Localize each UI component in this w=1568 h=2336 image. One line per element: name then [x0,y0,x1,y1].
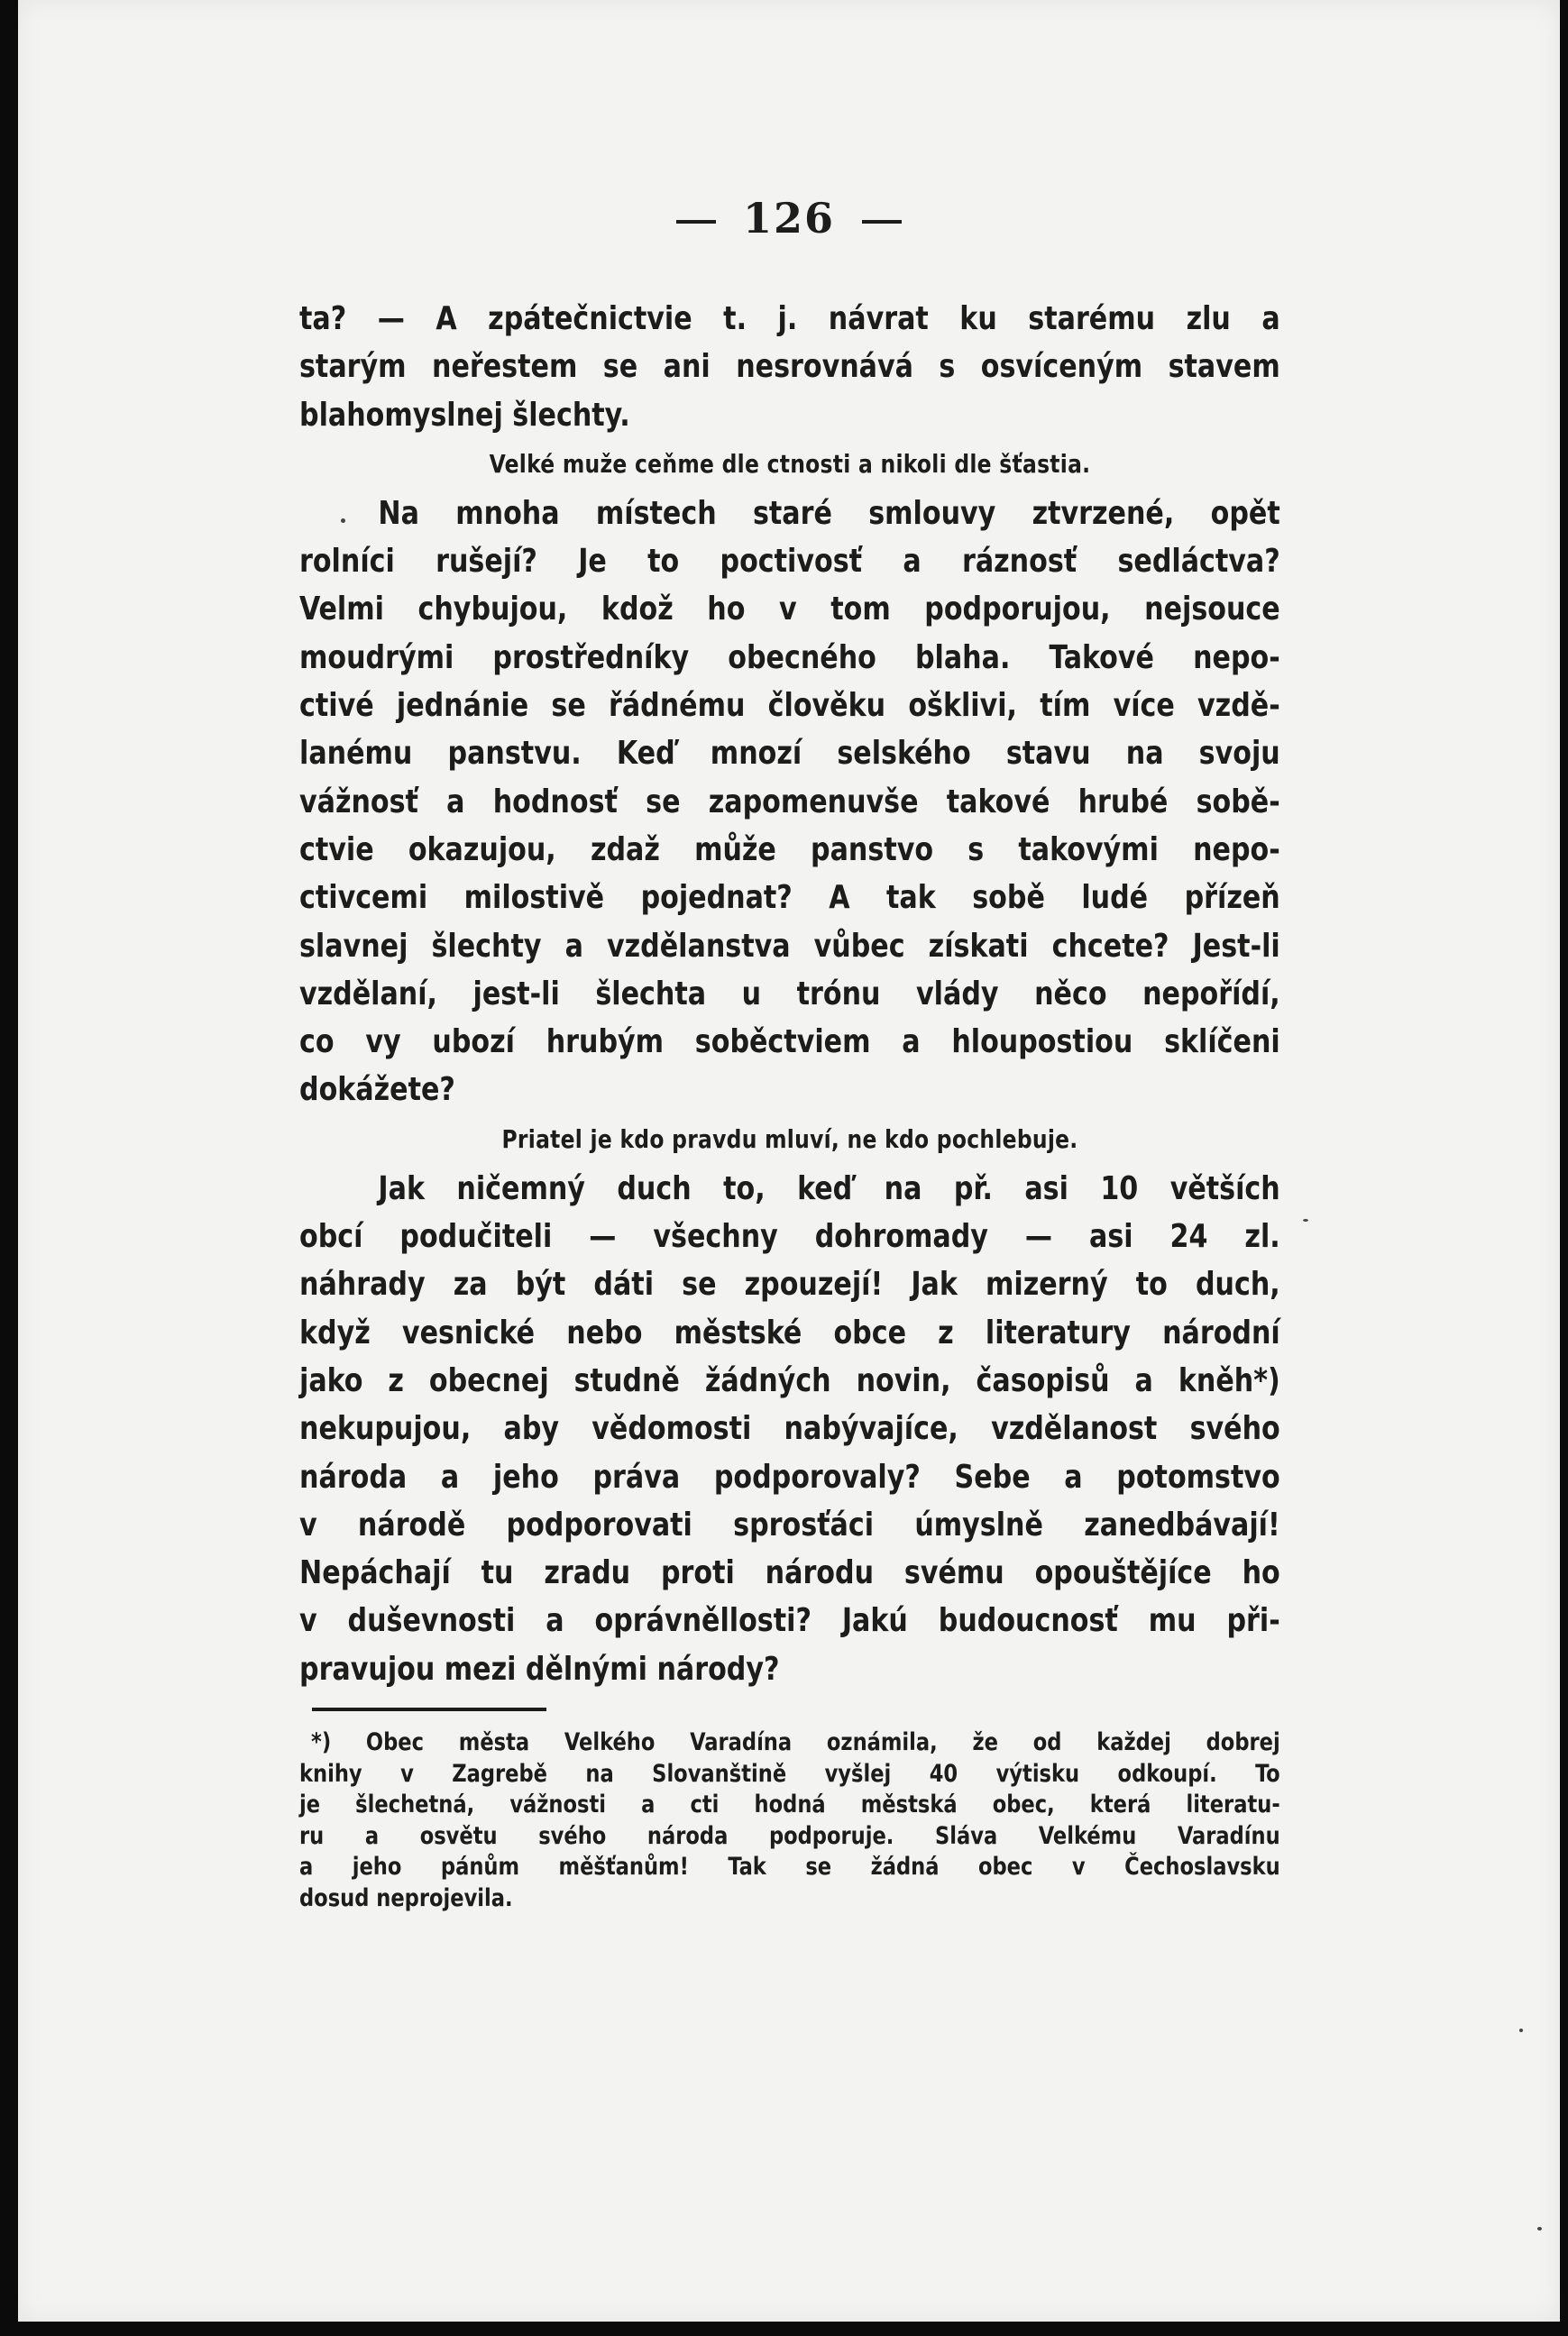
text-line: Nepáchají tu zradu proti národu svému opouštějíce ho [299,1554,1280,1592]
page-number: 126 [742,194,836,243]
text-line: ctvie okazujou, zdaž může panstvo s takovými nepo- [299,830,1280,868]
footnote-rule [312,1708,546,1711]
text-line: náhrady za být dáti se zpouzejí! Jak mizerný to duch, [299,1266,1280,1304]
text-line: Na mnoha místech staré smlouvy ztvrzené, opět [378,494,1280,532]
text-line: v národě podporovati sprosťáci úmyslně zanedbávají! [299,1506,1280,1544]
footnote-line: ru a osvětu svého národa podporuje. Sláva Velkému Varadínu [299,1821,1280,1850]
footnote-line: knihy v Zagrebě na Slovanštině vyšlej 40 výtisku odkoupí. To [299,1759,1280,1788]
text-line: ctivcemi milostivě pojednat? A tak sobě ludé přízeň [299,879,1280,917]
text-line: národa a jeho práva podporovaly? Sebe a potomstvo [299,1458,1280,1496]
book-page [18,0,1560,2322]
text-line: dokážete? [299,1071,455,1109]
page-number-header [18,194,1560,243]
page-text [299,295,1280,1915]
text-line: pravujou mezi dělnými národy? [299,1650,780,1688]
text-line: vzdělaní, jest-li šlechta u trónu vlády něco nepořídí, [299,975,1280,1012]
text-line: co vy ubozí hrubým soběctviem a hloupostiou sklíčeni [299,1023,1280,1061]
text-line: obcí podučiteli — všechny dohromady — asi 24 zl. [299,1218,1280,1256]
text-line: jako z obecnej studně žádných novin, časopisů a kněh*) [299,1361,1280,1399]
header-dash-right [862,220,902,224]
footnote-line: a jeho pánům měšťanům! Tak se žádná obec v Čechoslavsku [299,1853,1280,1882]
text-line: blahomyslnej šlechty. [299,396,630,434]
footnote-line: je šlechetná, vážnosti a cti hodná městská obec, která literatu- [299,1791,1280,1819]
text-line: Jak ničemný duch to, keď na př. asi 10 větších [378,1169,1280,1207]
text-line: ctivé jednánie se řádnému člověku ošklivi, tím více vzdě- [299,687,1280,725]
text-line: když vesnické nebo městské obce z literatury národní [299,1314,1280,1351]
proverb: Priatel je kdo pravdu mluví, ne kdo pochlebuje. [501,1123,1078,1154]
text-line: starým neřestem se ani nesrovnává s osvíceným stavem [299,348,1280,386]
text-line: lanému panstvu. Keď mnozí selského stavu na svoju [299,735,1280,773]
text-line: vážnosť a hodnosť se zapomenuvše takové hrubé sobě- [299,783,1280,820]
text-line: ta? — A zpátečnictvie t. j. návrat ku starému zlu a [299,300,1280,337]
text-line: moudrými prostředníky obecného blaha. Takové nepo- [299,638,1280,676]
header-dash-left [676,220,716,224]
scan-speck [1537,2227,1542,2231]
text-line: Velmi chybujou, kdož ho v tom podporujou, nejsouce [299,591,1280,628]
scan-speck [1303,1219,1308,1222]
text-line: slavnej šlechty a vzdělanstva vůbec získati chcete? Jest-li [299,927,1280,965]
proverb: Velké muže ceňme dle ctnosti a nikoli dle šťastia. [489,448,1091,479]
text-line: nekupujou, aby vědomosti nabývajíce, vzdělanost svého [299,1410,1280,1448]
scan-speck [341,518,345,523]
text-line: rolníci rušejí? Je to poctivosť a ráznosť sedláctva? [299,543,1280,581]
footnote-line: *) Obec města Velkého Varadína oznámila, že od každej dobrej [311,1728,1280,1757]
text-line: v duševnosti a oprávněllosti? Jakú budoucnosť mu při- [299,1602,1280,1640]
footnote-line: dosud neprojevila. [299,1883,513,1912]
scan-speck [1519,2029,1523,2032]
